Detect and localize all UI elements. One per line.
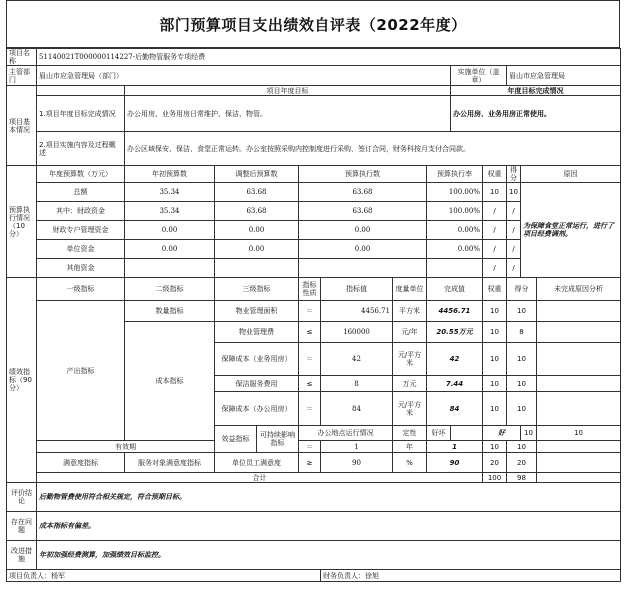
- total-weight: 100: [483, 473, 507, 483]
- level2-sustain: 可持续影响指标: [257, 426, 299, 453]
- budget-header-7: 原因: [521, 166, 621, 183]
- indicator-score: 10: [507, 343, 537, 376]
- basic-label: 项目基本情况: [7, 86, 37, 166]
- total-score: 98: [507, 473, 537, 483]
- budget-header-5: 权重: [483, 166, 507, 183]
- budget-row-adjusted: [215, 259, 299, 278]
- indicator-name: 保障成本（办公用房）: [215, 392, 299, 426]
- budget-row-initial: [125, 259, 215, 278]
- indicator-name: 有效期: [37, 441, 215, 453]
- item1-goal: 办公用房、业务用房日常维护、保洁、物管。: [125, 96, 451, 132]
- indicator-value: 160000: [321, 322, 393, 343]
- budget-row-initial: 35.34: [125, 202, 215, 221]
- eval-label: 评价结论: [7, 483, 37, 512]
- project-name-label: 项目名称: [7, 49, 37, 66]
- budget-row-rate: 0.00%: [427, 221, 483, 240]
- budget-row-adjusted: 0.00: [215, 221, 299, 240]
- indicator-weight: 10: [483, 392, 507, 426]
- indicator-value: 8: [321, 376, 393, 392]
- budget-row-score: /: [507, 221, 521, 240]
- indicator-unit: 万元: [393, 376, 427, 392]
- indicator-nature: ≤: [299, 376, 321, 392]
- budget-row-weight: /: [483, 221, 507, 240]
- dept-label: 主管部门: [7, 66, 37, 86]
- budget-header-6: 得分: [507, 166, 521, 183]
- budget-row-executed: 0.00: [299, 221, 427, 240]
- indicator-done: 1: [427, 441, 483, 453]
- indicator-name: 物业管理费: [215, 322, 299, 343]
- indicator-name: 办公地点运行情况: [299, 426, 393, 441]
- indicator-nature: ≤: [299, 322, 321, 343]
- budget-row-rate: [427, 259, 483, 278]
- budget-header-2: 调整后预算数: [215, 166, 299, 183]
- level2-cost: 成本指标: [125, 322, 215, 441]
- indicator-row: [7, 301, 621, 322]
- perf-header-4: 指标值: [321, 278, 393, 301]
- item1-label: 1.项目年度目标完成情况: [37, 96, 125, 132]
- total-reason: [537, 473, 621, 483]
- budget-row-initial: 35.34: [125, 183, 215, 202]
- indicator-value: 84: [321, 392, 393, 426]
- item2-text: 办公区域保安、保洁、食堂正常运转。办公室按照采购内控制度进行采购，签订合同，财务科按月支付合同款。: [125, 132, 621, 166]
- indicator-name: 单位员工满意度: [215, 453, 299, 473]
- indicator-value: 4456.71: [321, 301, 393, 322]
- level1-benefit: 效益指标: [215, 426, 257, 453]
- budget-row-weight: /: [483, 259, 507, 278]
- indicator-unit: 元/平方米: [393, 392, 427, 426]
- budget-header-0: 年度预算数（万元）: [37, 166, 125, 183]
- budget-row-score: /: [507, 202, 521, 221]
- item2-label: 2.项目实施内容及过程概述: [37, 132, 125, 166]
- indicator-weight: 10: [483, 301, 507, 322]
- item1-completion: 办公用房、业务用房正常使用。: [451, 96, 621, 132]
- level1-satisfaction: 满意度指标: [37, 453, 125, 473]
- level2-quantity: 数量指标: [125, 301, 215, 322]
- problem-text: 成本指标有偏差。: [37, 512, 621, 541]
- total-row: [7, 473, 621, 483]
- indicator-nature: ≥: [299, 453, 321, 473]
- indicator-nature: ＝: [299, 441, 321, 453]
- indicator-done: 42: [427, 343, 483, 376]
- budget-row-weight: /: [483, 240, 507, 259]
- indicator-value: 90: [321, 453, 393, 473]
- finance-leader: 财务负责人：徐旭: [321, 570, 621, 582]
- budget-row-adjusted: 63.68: [215, 183, 299, 202]
- indicator-score: 10: [507, 441, 537, 453]
- perf-header-2: 三级指标: [215, 278, 299, 301]
- indicator-row: [7, 453, 621, 473]
- budget-row-rate: 0.00%: [427, 240, 483, 259]
- dept-row: [7, 66, 621, 86]
- indicator-name: 保洁服务费用: [215, 376, 299, 392]
- budget-row-adjusted: 63.68: [215, 202, 299, 221]
- indicator-score: 8: [507, 322, 537, 343]
- budget-header-4: 预算执行率: [427, 166, 483, 183]
- level1-output: 产出指标: [37, 301, 125, 441]
- indicator-reason: [537, 453, 621, 473]
- budget-row-name: 总额: [37, 183, 125, 202]
- budget-row-score: /: [507, 259, 521, 278]
- indicator-score: 10: [507, 392, 537, 426]
- indicator-row: [7, 441, 621, 453]
- indicator-unit: [451, 426, 483, 441]
- perf-header-9: 未完成原因分析: [537, 278, 621, 301]
- eval-text: 后勤物管费使用符合相关规定，符合预期目标。: [37, 483, 621, 512]
- indicator-unit: %: [393, 453, 427, 473]
- perf-header-5: 度量单位: [393, 278, 427, 301]
- budget-row-name: 其他资金: [37, 259, 125, 278]
- indicator-nature: ＝: [299, 392, 321, 426]
- budget-row: [7, 183, 621, 202]
- measure-text: 年初加强经费测算，加强绩效目标监控。: [37, 541, 621, 570]
- impl-label: 实施单位（盖章）: [451, 66, 507, 86]
- indicator-score: 10: [507, 376, 537, 392]
- indicator-weight: 10: [483, 343, 507, 376]
- project-name-value: 51140021T000000114227-后勤物管服务专项经费: [37, 49, 621, 66]
- indicator-unit: 元/平方米: [393, 343, 427, 376]
- perf-label: 绩效指标（90分）: [7, 278, 37, 483]
- budget-row-score: /: [507, 240, 521, 259]
- budget-row-name: 其中：财政资金: [37, 202, 125, 221]
- indicator-score: 10: [537, 426, 621, 441]
- indicator-unit: 年: [393, 441, 427, 453]
- indicator-name: 保障成本（业务用房）: [215, 343, 299, 376]
- evaluation-table: [6, 48, 621, 582]
- indicator-weight: 10: [483, 322, 507, 343]
- perf-header-6: 完成值: [427, 278, 483, 301]
- budget-row-rate: 100.00%: [427, 202, 483, 221]
- indicator-unit: 平方米: [393, 301, 427, 322]
- budget-row-executed: 0.00: [299, 240, 427, 259]
- indicator-done: 好: [483, 426, 521, 441]
- form-title: 部门预算项目支出绩效自评表（2022年度）: [6, 0, 620, 48]
- budget-row-adjusted: 0.00: [215, 240, 299, 259]
- indicator-done: 4456.71: [427, 301, 483, 322]
- budget-row-name: 财政专户管理资金: [37, 221, 125, 240]
- budget-row-rate: 100.00%: [427, 183, 483, 202]
- indicator-weight: 10: [483, 441, 507, 453]
- indicator-unit: 元/年: [393, 322, 427, 343]
- budget-label: 预算执行情况（10分）: [7, 166, 37, 278]
- indicator-value: 好坏: [427, 426, 451, 441]
- indicator-weight: 10: [521, 426, 537, 441]
- budget-header-3: 预算执行数: [299, 166, 427, 183]
- perf-header-0: 一级指标: [37, 278, 125, 301]
- indicator-done: 84: [427, 392, 483, 426]
- indicator-reason: [537, 376, 621, 392]
- goal-header: 项目年度目标: [125, 86, 451, 96]
- perf-header-1: 二级指标: [125, 278, 215, 301]
- budget-row-executed: 63.68: [299, 202, 427, 221]
- indicator-score: 20: [507, 453, 537, 473]
- budget-row-score: 10: [507, 183, 521, 202]
- indicator-done: 90: [427, 453, 483, 473]
- project-leader: 项目负责人：杨军: [7, 570, 321, 582]
- budget-row-executed: [299, 259, 427, 278]
- project-name-row: [7, 49, 621, 66]
- indicator-nature: ＝: [299, 343, 321, 376]
- indicator-nature: 定性: [393, 426, 427, 441]
- total-label: 合计: [37, 473, 483, 483]
- perf-header-8: 得分: [507, 278, 537, 301]
- indicator-value: 1: [321, 441, 393, 453]
- indicator-name: 物业管理面积: [215, 301, 299, 322]
- indicator-reason: [537, 343, 621, 376]
- budget-row-initial: 0.00: [125, 221, 215, 240]
- budget-header-1: 年初预算数: [125, 166, 215, 183]
- perf-header-7: 权重: [483, 278, 507, 301]
- indicator-reason: [537, 301, 621, 322]
- indicator-reason: [537, 441, 621, 453]
- measure-label: 改进措施: [7, 541, 37, 570]
- completion-header: 年度目标完成情况: [451, 86, 621, 96]
- impl-value: 眉山市应急管理局: [507, 66, 621, 86]
- budget-reason: 为保障食堂正常运行，进行了项目经费调剂。: [521, 183, 621, 278]
- indicator-weight: 20: [483, 453, 507, 473]
- perf-header-3: 指标性质: [299, 278, 321, 301]
- indicator-weight: 10: [483, 376, 507, 392]
- indicator-value: 42: [321, 343, 393, 376]
- budget-row-executed: 63.68: [299, 183, 427, 202]
- indicator-reason: [537, 322, 621, 343]
- budget-row-weight: 10: [483, 183, 507, 202]
- budget-row-name: 单位资金: [37, 240, 125, 259]
- indicator-done: 7.44: [427, 376, 483, 392]
- budget-row-initial: 0.00: [125, 240, 215, 259]
- dept-value: 眉山市应急管理局（部门）: [37, 66, 451, 86]
- indicator-reason: [537, 392, 621, 426]
- budget-row-weight: /: [483, 202, 507, 221]
- indicator-nature: ＝: [299, 301, 321, 322]
- problem-label: 存在问题: [7, 512, 37, 541]
- level2-service: 服务对象满意度指标: [125, 453, 215, 473]
- indicator-done: 20.55万元: [427, 322, 483, 343]
- indicator-score: 10: [507, 301, 537, 322]
